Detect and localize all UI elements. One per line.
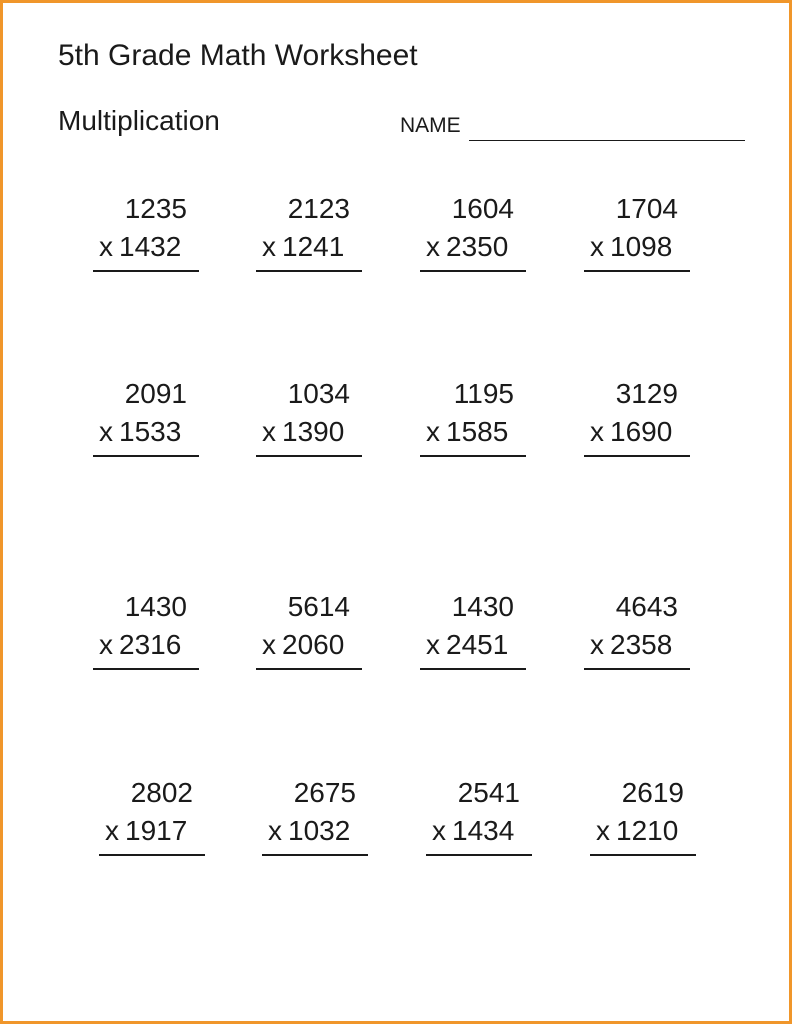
problem-bottom-number: 1210 — [616, 815, 679, 846]
problem-top-number: 1430 — [124, 591, 187, 622]
multiply-sign: x — [268, 815, 282, 846]
problem-bottom-row — [99, 812, 205, 850]
multiply-sign: x — [105, 815, 119, 846]
problem — [420, 190, 526, 266]
answer-line — [93, 270, 199, 272]
problem-bottom-row — [256, 228, 362, 266]
problem-bottom-row — [426, 812, 532, 850]
problem-top-number: 2541 — [457, 777, 520, 808]
problem-bottom-number: 1585 — [446, 416, 509, 447]
problem — [420, 375, 526, 451]
problem — [584, 190, 690, 266]
problem-bottom-number: 1032 — [288, 815, 351, 846]
problem-bottom-row — [256, 626, 362, 664]
problem-bottom-number: 2316 — [119, 629, 182, 660]
problem-bottom-row — [93, 626, 199, 664]
answer-line — [93, 668, 199, 670]
answer-line — [256, 668, 362, 670]
answer-line — [99, 854, 205, 856]
problem — [93, 375, 199, 451]
name-label: NAME — [400, 114, 461, 137]
problem-bottom-row — [420, 228, 526, 266]
problem-bottom-number: 1390 — [282, 416, 345, 447]
problem-bottom-number: 1098 — [610, 231, 673, 262]
problem-top-number: 2091 — [124, 378, 187, 409]
multiply-sign: x — [262, 231, 276, 262]
answer-line — [584, 455, 690, 457]
problem-top-number: 1235 — [124, 193, 187, 224]
worksheet-title: 5th Grade Math Worksheet — [58, 39, 418, 72]
problem-top-number: 1604 — [451, 193, 514, 224]
problem — [99, 774, 205, 850]
problem-bottom-row — [420, 626, 526, 664]
multiply-sign: x — [99, 629, 113, 660]
problem — [426, 774, 532, 850]
problem-top-number: 1195 — [453, 378, 514, 409]
multiply-sign: x — [596, 815, 610, 846]
problem — [93, 588, 199, 664]
answer-line — [256, 270, 362, 272]
problem-bottom-number: 1432 — [119, 231, 182, 262]
multiply-sign: x — [262, 629, 276, 660]
multiply-sign: x — [99, 231, 113, 262]
multiply-sign: x — [590, 231, 604, 262]
problem-top-number: 1704 — [615, 193, 678, 224]
problem — [590, 774, 696, 850]
problem-bottom-number: 2451 — [446, 629, 509, 660]
problem — [262, 774, 368, 850]
problem — [584, 375, 690, 451]
problem — [256, 375, 362, 451]
answer-line — [256, 455, 362, 457]
problem-bottom-number: 1917 — [125, 815, 188, 846]
problem-top-number: 2675 — [293, 777, 356, 808]
problem-bottom-row — [420, 413, 526, 451]
multiply-sign: x — [99, 416, 113, 447]
problem — [420, 588, 526, 664]
multiply-sign: x — [432, 815, 446, 846]
problem-bottom-number: 2358 — [610, 629, 673, 660]
problem-bottom-row — [584, 626, 690, 664]
problem-top-number: 4643 — [615, 591, 678, 622]
problem-bottom-number: 2060 — [282, 629, 345, 660]
problem — [584, 588, 690, 664]
problem-bottom-row — [584, 413, 690, 451]
problem-top-number: 2619 — [621, 777, 684, 808]
multiply-sign: x — [426, 231, 440, 262]
answer-line — [420, 455, 526, 457]
problem-bottom-number: 2350 — [446, 231, 509, 262]
problem-top-number: 5614 — [287, 591, 350, 622]
answer-line — [584, 668, 690, 670]
answer-line — [426, 854, 532, 856]
problem-bottom-row — [262, 812, 368, 850]
multiply-sign: x — [426, 416, 440, 447]
name-field-line[interactable] — [469, 140, 745, 141]
problem-top-number: 1430 — [451, 591, 514, 622]
problem-bottom-row — [256, 413, 362, 451]
answer-line — [420, 668, 526, 670]
problem-bottom-number: 1434 — [452, 815, 515, 846]
problem-top-number: 2802 — [130, 777, 193, 808]
multiply-sign: x — [590, 416, 604, 447]
problem — [93, 190, 199, 266]
multiply-sign: x — [426, 629, 440, 660]
multiply-sign: x — [262, 416, 276, 447]
answer-line — [584, 270, 690, 272]
multiply-sign: x — [590, 629, 604, 660]
answer-line — [93, 455, 199, 457]
problem-bottom-row — [93, 228, 199, 266]
problem-bottom-number: 1241 — [282, 231, 345, 262]
problem-top-number: 1034 — [287, 378, 350, 409]
worksheet-subtitle: Multiplication — [58, 105, 220, 136]
problem — [256, 190, 362, 266]
answer-line — [262, 854, 368, 856]
problem-bottom-number: 1690 — [610, 416, 673, 447]
problem-top-number: 2123 — [287, 193, 350, 224]
answer-line — [590, 854, 696, 856]
problem-bottom-row — [93, 413, 199, 451]
answer-line — [420, 270, 526, 272]
problem-bottom-number: 1533 — [119, 416, 182, 447]
problem — [256, 588, 362, 664]
problem-bottom-row — [590, 812, 696, 850]
problem-top-number: 3129 — [615, 378, 678, 409]
problem-bottom-row — [584, 228, 690, 266]
